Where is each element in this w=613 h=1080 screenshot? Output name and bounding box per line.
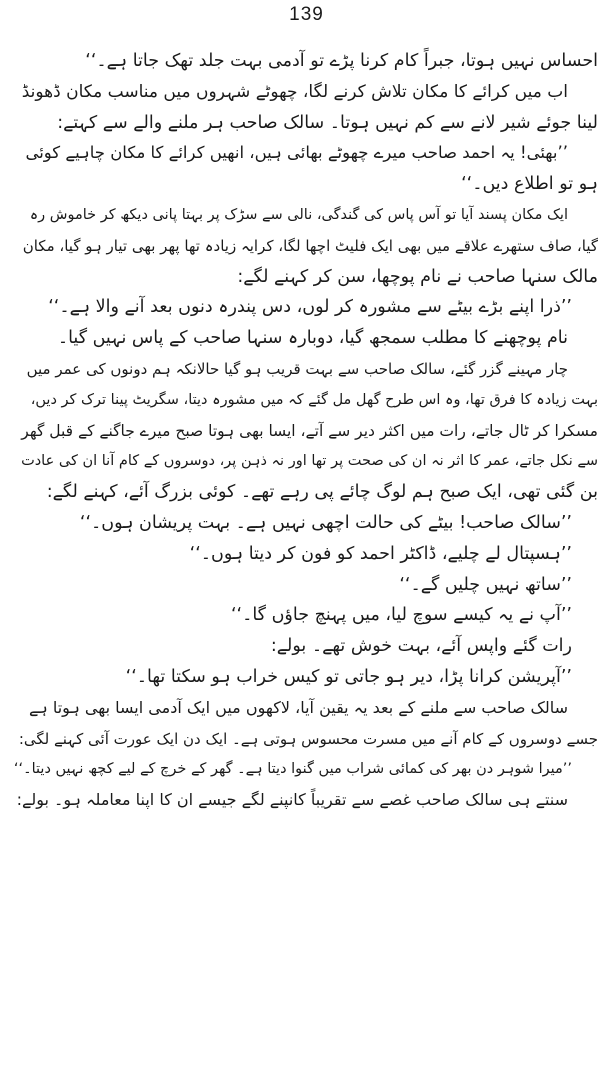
page-number: 139 bbox=[289, 4, 324, 25]
text-line: نام پوچھنے کا مطلب سمجھ گیا، دوبارہ سنہا صاحب کے پاس نہیں گیا۔ bbox=[57, 328, 568, 349]
text-line: ’’سالک صاحب! بیٹے کی حالت اچھی نہیں ہے۔ بہت پریشان ہوں۔‘‘ bbox=[79, 512, 572, 533]
text-line: بہت زیادہ کا فرق تھا، وہ اس طرح گھل مل گئے کہ میں مشورہ دیتا، سگریٹ پینا ترک کر دیں، bbox=[30, 391, 598, 408]
text-line: مالک سنہا صاحب نے نام پوچھا، سن کر کہنے لگے: bbox=[237, 266, 598, 287]
text-line: احساس نہیں ہوتا، جبراً کام کرنا پڑے تو آدمی بہت جلد تھک جاتا ہے۔‘‘ bbox=[85, 51, 598, 71]
text-line: ’’آپ نے یہ کیسے سوچ لیا، میں پہنچ جاؤں گا۔‘‘ bbox=[230, 605, 572, 626]
text-line: ’’ساتھ نہیں چلیں گے۔‘‘ bbox=[399, 574, 572, 595]
text-line: ’’آپریشن کرانا پڑا، دیر ہو جاتی تو کیس خراب ہو سکتا تھا۔‘‘ bbox=[125, 666, 572, 687]
text-line: رات گئے واپس آئے، بہت خوش تھے۔ بولے: bbox=[270, 636, 572, 657]
text-line: بن گئی تھی، ایک صبح ہم لوگ چائے پی رہے تھے۔ کوئی بزرگ آئے، کہنے لگے: bbox=[46, 482, 598, 503]
text-line: چار مہینے گزر گئے، سالک صاحب سے بہت قریب ہو گیا حالانکہ ہم دونوں کی عمر میں bbox=[26, 359, 568, 378]
urdu-text-body bbox=[14, 46, 598, 816]
text-line: اب میں کرائے کا مکان تلاش کرنے لگا، چھوٹے شہروں میں مناسب مکان ڈھونڈ bbox=[21, 81, 568, 102]
text-line: ہو تو اطلاع دیں۔‘‘ bbox=[461, 174, 598, 195]
text-line: مسکرا کر ٹال جاتے، رات میں اکثر دیر سے آتے، ایسا بھی ہوتا صبح میرے جاگنے کے قبل گھر bbox=[21, 421, 598, 440]
text-line: لینا جوئے شیر لانے سے کم نہیں ہوتا۔ سالک صاحب ہر ملنے والے سے کہتے: bbox=[57, 112, 598, 133]
text-line: گیا، صاف ستھرے علاقے میں بھی ایک فلیٹ اچھا لگا، کرایہ زیادہ تھا پھر بھی تیار ہو گیا، مکان bbox=[22, 236, 598, 255]
text-line: ’’ذرا اپنے بڑے بیٹے سے مشورہ کر لوں، دس پندرہ دنوں بعد آنے والا ہے۔‘‘ bbox=[48, 297, 572, 318]
text-line: ’’میرا شوہر دن بھر کی کمائی شراب میں گنوا دیتا ہے۔ گھر کے خرچ کے لیے کچھ نہیں دیتا۔‘‘ bbox=[14, 761, 572, 778]
text-line: سے نکل جاتے، عمر کا اثر نہ ان کی صحت پر تھا اور نہ ذہن پر، دوسروں کے کام آنا ان کی عادت bbox=[21, 453, 598, 470]
text-line: ’’ہسپتال لے چلیے، ڈاکٹر احمد کو فون کر دیتا ہوں۔‘‘ bbox=[189, 543, 572, 564]
text-line: ’’بھئی! یہ احمد صاحب میرے چھوٹے بھائی ہیں، انھیں کرائے کا مکان چاہیے کوئی bbox=[25, 143, 568, 163]
text-line: سالک صاحب سے ملنے کے بعد یہ یقین آیا، لاکھوں میں ایک آدمی ایسا بھی ہوتا ہے bbox=[29, 697, 568, 717]
text-line: سنتے ہی سالک صاحب غصے سے تقریباً کانپنے لگے جیسے ان کا اپنا معاملہ ہو۔ بولے: bbox=[16, 790, 568, 810]
text-line: ایک مکان پسند آیا تو آس پاس کی گندگی، نالی سے سڑک پر بہتا پانی دیکھ کر خاموش رہ bbox=[29, 206, 568, 223]
text-line: جسے دوسروں کے کام آنے میں مسرت محسوس ہوتی ہے۔ ایک دن ایک عورت آئی کہنے لگی: bbox=[18, 729, 598, 748]
